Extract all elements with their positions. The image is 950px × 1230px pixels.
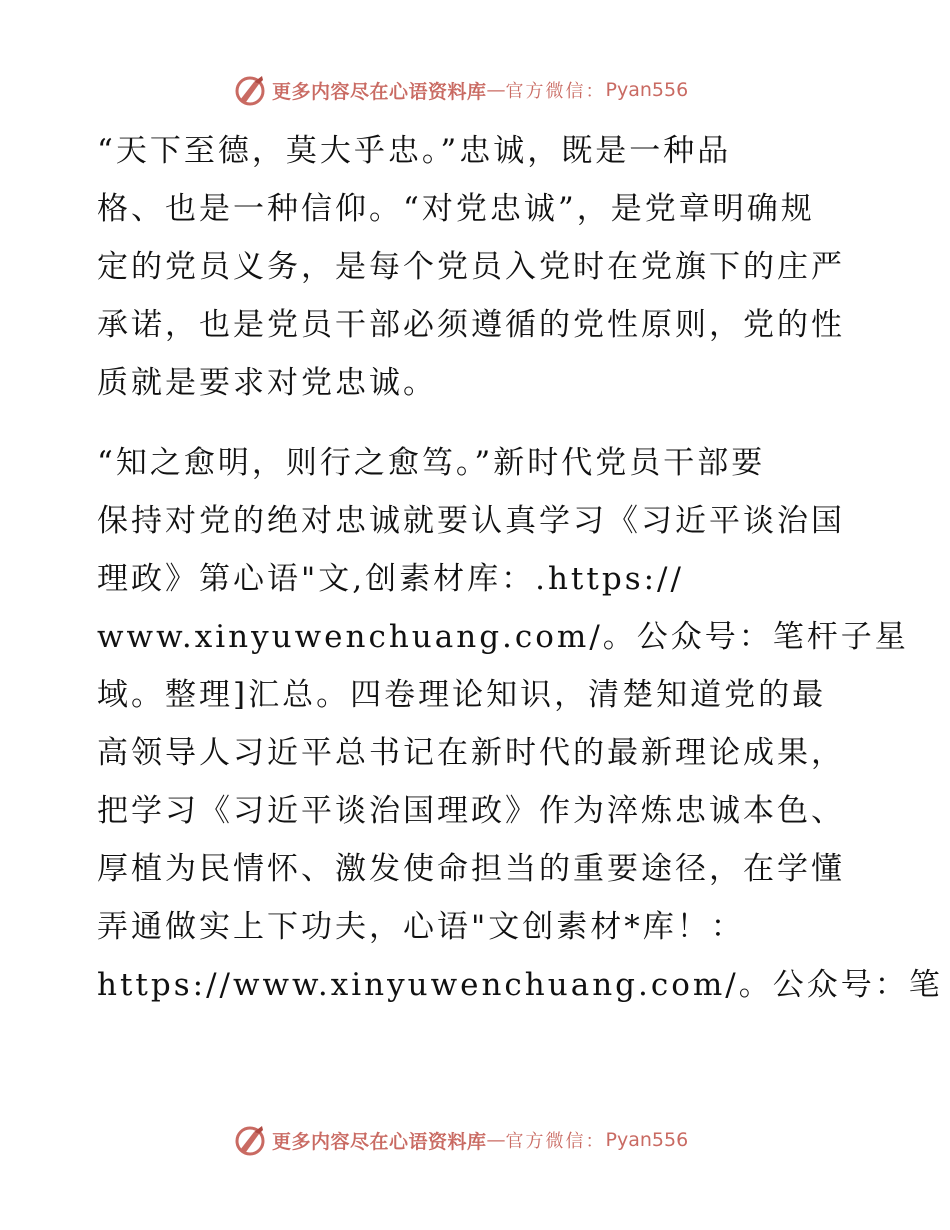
footer-banner xyxy=(232,1120,712,1160)
text-line: 理政》第心语"文,创素材库：.https:// xyxy=(97,561,684,597)
header-banner xyxy=(232,70,712,110)
banner-separator: — xyxy=(486,1129,506,1151)
pen-logo-icon xyxy=(232,72,268,108)
text-line-url: www.xinyuwenchuang.com/。公众号：笔杆子星 xyxy=(97,619,909,655)
text-line: 厚植为民情怀、激发使命担当的重要途径，在学懂 xyxy=(97,851,845,887)
banner-wechat-label: 官方微信： xyxy=(505,81,606,102)
paragraph-2 xyxy=(97,434,943,1014)
text-line: 弄通做实上下功夫，心语"文创素材*库！： xyxy=(97,909,745,945)
text-line: 把学习《习近平谈治国理政》作为淬炼忠诚本色、 xyxy=(97,793,845,829)
text-line: 承诺，也是党员干部必须遵循的党性原则，党的性 xyxy=(97,307,845,343)
text-line: 域。整理]汇总。四卷理论知识，清楚知道党的最 xyxy=(97,677,827,713)
text-line: 高领导人习近平总书记在新时代的最新理论成果， xyxy=(97,735,845,771)
banner-site-text: 更多内容尽在心语资料库 xyxy=(272,80,487,103)
text-line: “知之愈明，则行之愈笃。”新时代党员干部要 xyxy=(97,445,766,481)
paragraph-1 xyxy=(97,122,857,412)
banner-site-text: 更多内容尽在心语资料库 xyxy=(272,1130,487,1153)
banner-separator: — xyxy=(486,79,506,101)
text-line: 定的党员义务，是每个党员入党时在党旗下的庄严 xyxy=(97,249,845,285)
banner-wechat-id: Pyan556 xyxy=(605,79,689,101)
text-line: 格、也是一种信仰。“对党忠诚”，是党章明确规 xyxy=(97,191,815,227)
pen-logo-icon xyxy=(232,1122,268,1158)
banner-wechat-id: Pyan556 xyxy=(605,1129,689,1151)
text-line: “天下至德，莫大乎忠。”忠诚，既是一种品 xyxy=(97,133,732,169)
text-line: 保持对党的绝对忠诚就要认真学习《习近平谈治国 xyxy=(97,503,845,539)
banner-wechat-label: 官方微信： xyxy=(505,1131,606,1152)
document-body xyxy=(97,122,943,1014)
text-line-url: https://www.xinyuwenchuang.com/。公众号：笔 xyxy=(97,967,943,1003)
text-line: 质就是要求对党忠诚。 xyxy=(97,365,437,401)
